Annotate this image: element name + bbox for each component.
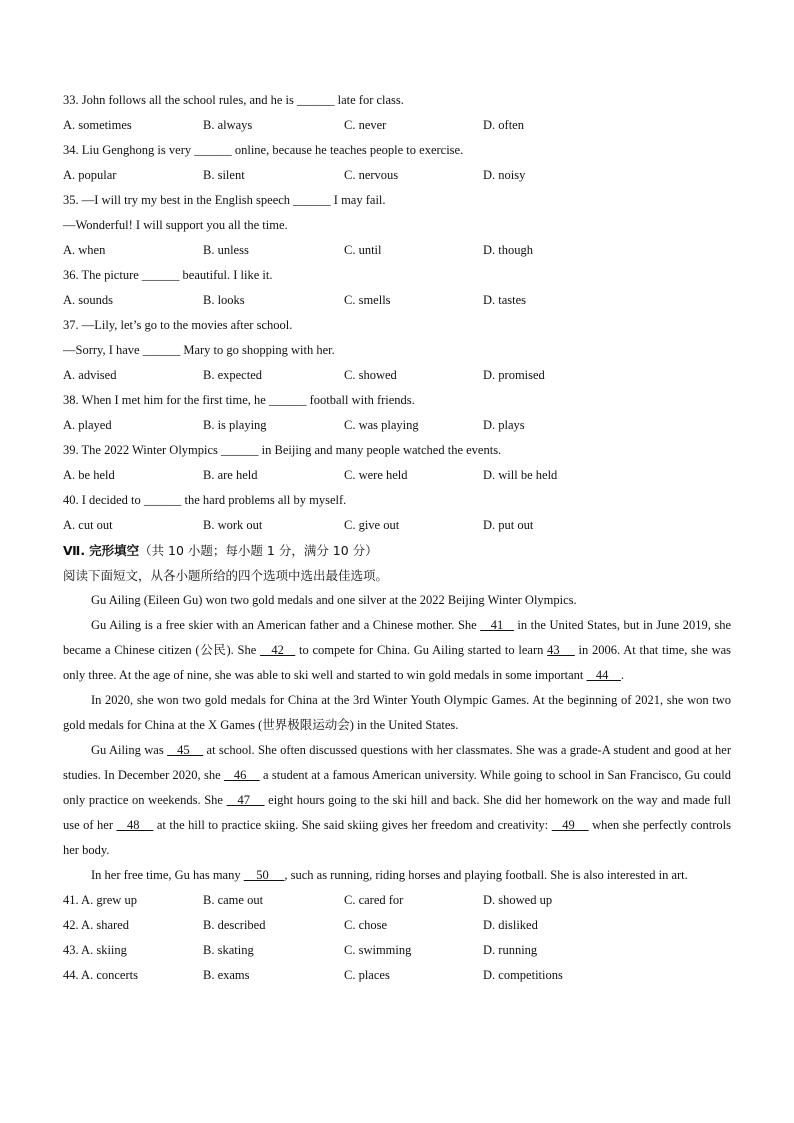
option-b[interactable]: B. always	[203, 118, 253, 132]
blank-46[interactable]: 46	[223, 768, 260, 782]
option-d[interactable]: D. though	[483, 243, 533, 257]
option-c[interactable]: C. never	[344, 118, 387, 132]
option-b[interactable]: B. expected	[203, 368, 263, 382]
blank-48[interactable]: 48	[116, 818, 154, 832]
question-stem: 39. The 2022 Winter Olympics ______ in Beijing and many people watched the events.	[63, 443, 502, 457]
blank-47[interactable]: 47	[226, 793, 265, 807]
option-d[interactable]: D. noisy	[483, 168, 526, 182]
option-d[interactable]: D. will be held	[483, 468, 558, 482]
option-c[interactable]: C. places	[344, 968, 390, 982]
question-options	[63, 113, 731, 138]
option-b[interactable]: B. came out	[203, 893, 264, 907]
question-stem: 38. When I met him for the first time, he ______ football with friends.	[63, 393, 415, 407]
option-c[interactable]: C. swimming	[344, 943, 412, 957]
passage-text: .	[620, 668, 624, 682]
option-a[interactable]: A. when	[63, 243, 106, 257]
option-a[interactable]: A. advised	[63, 368, 117, 382]
section-instruction: 阅读下面短文，从各小题所给的四个选项中选出最佳选项。	[63, 568, 389, 583]
question-options	[63, 238, 731, 263]
passage-text: when she perfectly controls her body.	[63, 818, 731, 857]
passage-paragraph	[63, 863, 731, 888]
option-d[interactable]: D. promised	[483, 368, 545, 382]
passage-paragraph	[63, 613, 731, 688]
question-options	[63, 363, 731, 388]
option-d[interactable]: D. showed up	[483, 893, 553, 907]
option-c[interactable]: C. was playing	[344, 418, 419, 432]
option-a[interactable]: A. sometimes	[63, 118, 132, 132]
option-b[interactable]: B. work out	[203, 518, 263, 532]
passage-text: in 2006. At that time, she was only three. At the age of nine, she was able to ski well and started to win gold medals in some important	[63, 643, 732, 682]
option-a[interactable]: 43. A. skiing	[63, 943, 127, 957]
option-b[interactable]: B. described	[203, 918, 266, 932]
passage-paragraph: Gu Ailing (Eileen Gu) won two gold medals and one silver at the 2022 Beijing Winter Olympics.	[91, 593, 577, 607]
section-number: Ⅶ.	[63, 543, 86, 558]
blank-44[interactable]: 44	[586, 668, 621, 682]
option-d[interactable]: D. tastes	[483, 293, 527, 307]
section-heading	[63, 538, 731, 563]
question-stem: 37. —Lily, let’s go to the movies after school.	[63, 318, 293, 332]
question-stem: 36. The picture ______ beautiful. I like it.	[63, 268, 273, 282]
option-c[interactable]: C. smells	[344, 293, 391, 307]
passage-text: a student at a famous American university. While going to school in San Francisco, Gu could only practice on weekends. She	[63, 768, 732, 807]
blank-50[interactable]: 50	[243, 868, 285, 882]
option-c[interactable]: C. nervous	[344, 168, 399, 182]
option-a[interactable]: 41. A. grew up	[63, 893, 137, 907]
question-stem: 34. Liu Genghong is very ______ online, because he teaches people to exercise.	[63, 143, 464, 157]
option-c[interactable]: C. chose	[344, 918, 388, 932]
passage-text: In her free time, Gu has many	[91, 868, 244, 882]
question-options	[63, 463, 731, 488]
option-b[interactable]: B. are held	[203, 468, 258, 482]
question-options	[63, 963, 731, 988]
option-c[interactable]: C. cared for	[344, 893, 404, 907]
blank-41[interactable]: 41	[480, 618, 514, 632]
option-c[interactable]: C. until	[344, 243, 382, 257]
option-d[interactable]: D. competitions	[483, 968, 563, 982]
passage-text: Gu Ailing is a free skier with an American father and a Chinese mother. She	[91, 618, 481, 632]
blank-49[interactable]: 49	[551, 818, 589, 832]
question-options	[63, 513, 731, 538]
blank-45[interactable]: 45	[167, 743, 204, 757]
option-a[interactable]: 44. A. concerts	[63, 968, 138, 982]
question-stem: 40. I decided to ______ the hard problems all by myself.	[63, 493, 347, 507]
question-options	[63, 913, 731, 938]
question-options	[63, 938, 731, 963]
section-title: 完形填空	[89, 543, 140, 558]
blank-42[interactable]: 42	[260, 643, 296, 657]
question-options	[63, 288, 731, 313]
question-stem: 33. John follows all the school rules, and he is ______ late for class.	[63, 93, 404, 107]
option-a[interactable]: A. sounds	[63, 293, 114, 307]
section-note: （共 10 小题；每小题 1 分，满分 10 分）	[139, 543, 378, 558]
question-stem-reply: —Sorry, I have ______ Mary to go shopping with her.	[63, 343, 335, 357]
option-d[interactable]: D. plays	[483, 418, 525, 432]
passage-text: to compete for China. Gu Ailing started to learn	[295, 643, 548, 657]
option-b[interactable]: B. unless	[203, 243, 249, 257]
option-a[interactable]: 42. A. shared	[63, 918, 129, 932]
option-c[interactable]: C. showed	[344, 368, 397, 382]
option-a[interactable]: A. played	[63, 418, 112, 432]
option-d[interactable]: D. put out	[483, 518, 534, 532]
passage-text: in the United States, but in June 2019, she became a Chinese citizen (公民). She	[63, 618, 732, 657]
option-c[interactable]: C. were held	[344, 468, 408, 482]
passage-paragraph: In 2020, she won two gold medals for China at the 3rd Winter Youth Olympic Games. At the beginning of 2021, she won two gold medals for China at the X Games (世界极限运动会) in the United States.	[63, 693, 731, 732]
option-b[interactable]: B. skating	[203, 943, 254, 957]
option-b[interactable]: B. silent	[203, 168, 245, 182]
option-a[interactable]: A. cut out	[63, 518, 113, 532]
passage-text: at school. She often discussed questions with her classmates. She was a grade-A student and good at her studies. In December 2020, she	[63, 743, 732, 782]
option-d[interactable]: D. often	[483, 118, 524, 132]
passage-text: Gu Ailing was	[91, 743, 168, 757]
passage-text: at the hill to practice skiing. She said skiing gives her freedom and creativity:	[153, 818, 552, 832]
question-options	[63, 163, 731, 188]
option-b[interactable]: B. looks	[203, 293, 245, 307]
question-stem-reply: —Wonderful! I will support you all the time.	[63, 218, 288, 232]
question-stem: 35. —I will try my best in the English speech ______ I may fail.	[63, 193, 386, 207]
blank-43[interactable]: 43	[547, 643, 575, 657]
option-d[interactable]: D. disliked	[483, 918, 538, 932]
option-a[interactable]: A. popular	[63, 168, 117, 182]
passage-paragraph	[63, 738, 731, 863]
option-b[interactable]: B. exams	[203, 968, 250, 982]
passage-text: eight hours going to the ski hill and back. She did her homework on the way and made full use of her	[63, 793, 731, 832]
option-c[interactable]: C. give out	[344, 518, 400, 532]
option-d[interactable]: D. running	[483, 943, 538, 957]
option-a[interactable]: A. be held	[63, 468, 115, 482]
question-options	[63, 888, 731, 913]
passage-text: , such as running, riding horses and playing football. She is also interested in art.	[284, 868, 688, 882]
page-content	[63, 88, 731, 988]
option-b[interactable]: B. is playing	[203, 418, 267, 432]
question-options	[63, 413, 731, 438]
